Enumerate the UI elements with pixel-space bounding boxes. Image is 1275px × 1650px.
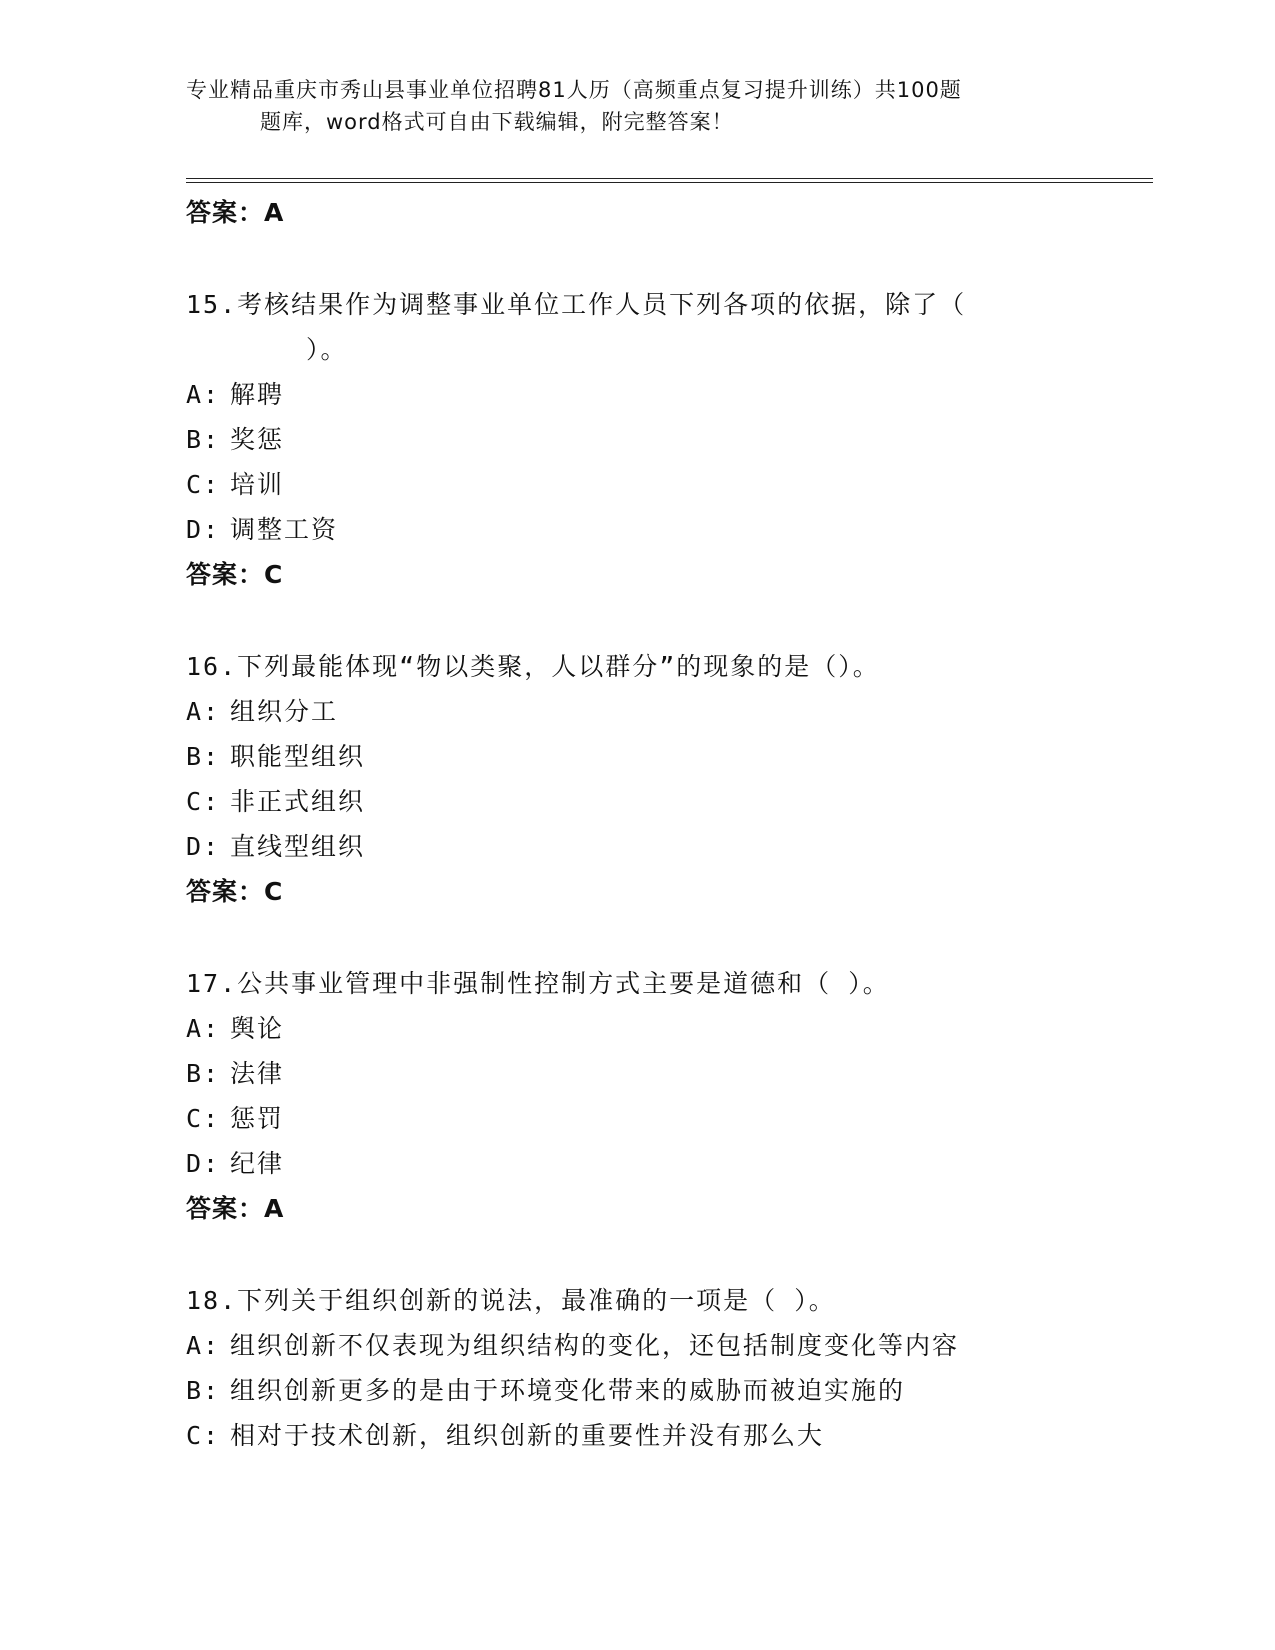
option-item bbox=[186, 507, 1166, 552]
option-letter: C: bbox=[186, 1421, 221, 1450]
option-item bbox=[186, 824, 1166, 869]
option-text: 非正式组织 bbox=[230, 787, 366, 816]
option-text: 奖惩 bbox=[230, 425, 285, 454]
option-item bbox=[186, 1006, 1166, 1051]
option-text: 纪律 bbox=[230, 1149, 285, 1178]
header-rule-bottom bbox=[186, 182, 1153, 183]
option-text: 调整工资 bbox=[230, 515, 339, 544]
answer-line: 答案：C bbox=[186, 560, 284, 589]
question-stem-text: 18.下列关于组织创新的说法，最准确的一项是（ ）。 bbox=[186, 1286, 836, 1315]
option-letter: A: bbox=[186, 380, 221, 409]
option-text: 惩罚 bbox=[230, 1104, 285, 1133]
option-item bbox=[186, 779, 1166, 824]
option-letter: A: bbox=[186, 1331, 221, 1360]
option-text: 法律 bbox=[230, 1059, 285, 1088]
answer-line: 答案：A bbox=[186, 1194, 285, 1223]
option-letter: D: bbox=[186, 1149, 221, 1178]
option-letter: B: bbox=[186, 1059, 221, 1088]
answer-line: 答案：A bbox=[186, 198, 285, 227]
option-letter: A: bbox=[186, 1014, 221, 1043]
question-stem-continuation: ）。 bbox=[306, 335, 348, 364]
question-stem-text: 15.考核结果作为调整事业单位工作人员下列各项的依据，除了（ bbox=[186, 290, 967, 319]
option-item bbox=[186, 1368, 1166, 1413]
option-letter: D: bbox=[186, 515, 221, 544]
header-rule-top bbox=[186, 178, 1153, 179]
header-line-1: 专业精品重庆市秀山县事业单位招聘81人历（高频重点复习提升训练）共100题 bbox=[186, 78, 962, 102]
option-item bbox=[186, 417, 1166, 462]
option-item bbox=[186, 1051, 1166, 1096]
option-item bbox=[186, 1096, 1166, 1141]
option-letter: B: bbox=[186, 742, 221, 771]
question-stem-text: 16.下列最能体现“物以类聚，人以群分”的现象的是（）。 bbox=[186, 652, 880, 681]
option-item bbox=[186, 1323, 1166, 1368]
option-letter: B: bbox=[186, 1376, 221, 1405]
option-letter: D: bbox=[186, 832, 221, 861]
option-letter: A: bbox=[186, 697, 221, 726]
option-text: 直线型组织 bbox=[230, 832, 366, 861]
option-item bbox=[186, 1413, 1166, 1458]
option-letter: C: bbox=[186, 787, 221, 816]
option-item bbox=[186, 1141, 1166, 1186]
option-item bbox=[186, 734, 1166, 779]
option-item bbox=[186, 689, 1166, 734]
document-header bbox=[186, 74, 1146, 138]
option-text: 组织创新不仅表现为组织结构的变化，还包括制度变化等内容 bbox=[230, 1331, 960, 1360]
answer-line: 答案：C bbox=[186, 877, 284, 906]
option-text: 组织分工 bbox=[230, 697, 339, 726]
question-stem bbox=[186, 1278, 1166, 1323]
question-stem bbox=[186, 282, 1166, 372]
header-line-2: 题库，word格式可自由下载编辑，附完整答案！ bbox=[260, 110, 734, 134]
question-stem-text: 17.公共事业管理中非强制性控制方式主要是道德和（ ）。 bbox=[186, 969, 890, 998]
option-letter: B: bbox=[186, 425, 221, 454]
option-letter: C: bbox=[186, 470, 221, 499]
option-text: 舆论 bbox=[230, 1014, 285, 1043]
option-item bbox=[186, 462, 1166, 507]
question-list bbox=[186, 190, 1166, 1458]
option-text: 相对于技术创新，组织创新的重要性并没有那么大 bbox=[230, 1421, 825, 1450]
option-text: 解聘 bbox=[230, 380, 285, 409]
option-text: 组织创新更多的是由于环境变化带来的威胁而被迫实施的 bbox=[230, 1376, 906, 1405]
option-item bbox=[186, 372, 1166, 417]
option-text: 职能型组织 bbox=[230, 742, 366, 771]
option-text: 培训 bbox=[230, 470, 285, 499]
question-stem bbox=[186, 961, 1166, 1006]
option-letter: C: bbox=[186, 1104, 221, 1133]
question-stem bbox=[186, 644, 1166, 689]
